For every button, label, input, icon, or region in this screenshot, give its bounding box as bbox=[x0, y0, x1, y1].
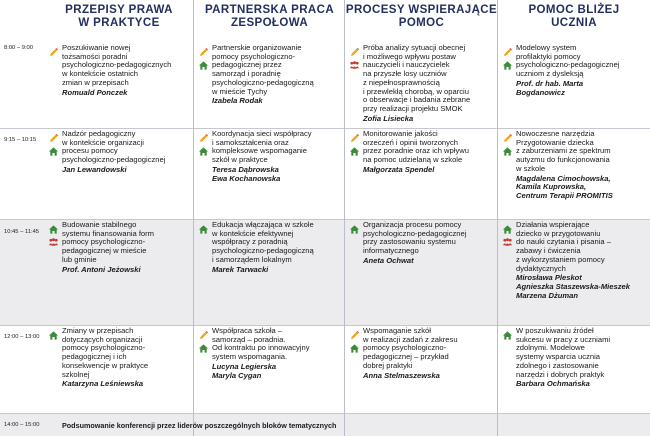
pencil-icon bbox=[502, 45, 513, 56]
session-speaker: Katarzyna Leśniewska bbox=[62, 379, 144, 389]
house-icon bbox=[48, 328, 59, 339]
house-icon bbox=[198, 222, 209, 233]
session-title: Budowanie stabilnego systemu finansowania form pomocy psychologiczno- pedagogicznej w mieście lub gminie bbox=[62, 220, 155, 264]
house-icon bbox=[349, 144, 360, 155]
session-speaker: Zofia Lisiecka bbox=[363, 113, 414, 123]
house-icon bbox=[349, 341, 360, 352]
people-icon bbox=[48, 235, 59, 246]
house-icon bbox=[198, 58, 209, 69]
session-title: Próba analizy sytuacji obecnej i możliwego wpływu postaw nauczycieli i nauczycielek na przyszłe losy uczniów z niepełnosprawnością i przewlekłą chorobą, w oparciu o obserwacje i badania zebrane przy realizacji projektu SMOK bbox=[363, 43, 471, 113]
pencil-icon bbox=[349, 45, 360, 56]
session-speaker: Aneta Ochwat bbox=[363, 255, 414, 265]
session-cell bbox=[62, 130, 190, 175]
house-icon bbox=[502, 58, 513, 69]
time-slot: 12:00 – 13:00 bbox=[4, 334, 40, 340]
session-cell bbox=[516, 327, 646, 389]
session-cell bbox=[62, 44, 190, 97]
session-cell bbox=[62, 221, 190, 274]
session-title: Poszukiwanie nowej tożsamości poradni psychologiczno-pedagogicznych w kontekście ostatnich zmian w przepisach bbox=[62, 43, 172, 87]
session-cell bbox=[212, 327, 341, 380]
session-speaker: Teresa Dąbrowska Ewa Kochanowska bbox=[212, 164, 281, 183]
house-icon bbox=[502, 328, 513, 339]
people-icon bbox=[502, 235, 513, 246]
house-icon bbox=[48, 144, 59, 155]
pencil-icon bbox=[502, 131, 513, 142]
time-slot: 8:00 – 9:00 bbox=[4, 45, 34, 51]
house-icon bbox=[349, 222, 360, 233]
session-speaker: Lucyna Legierska Maryla Cygan bbox=[212, 361, 277, 380]
pencil-icon bbox=[48, 45, 59, 56]
session-title: Zmiany w przepisach dotyczących organizacji pomocy psychologiczno- pedagogicznej i ich konsekwencje w praktyce szkolnej bbox=[62, 326, 149, 379]
pencil-icon bbox=[198, 131, 209, 142]
people-icon bbox=[349, 58, 360, 69]
session-cell bbox=[516, 221, 646, 300]
session-title: Działania wspierające dziecko w przygotowaniu do nauki czytania i pisania – zabawy i ćwiczenia z wykorzystaniem pomocy dydaktycznych bbox=[516, 220, 611, 273]
session-speaker: Anna Stelmaszewska bbox=[363, 370, 440, 380]
house-icon bbox=[48, 222, 59, 233]
house-icon bbox=[502, 222, 513, 233]
session-title: W poszukiwaniu źródeł sukcesu w pracy z uczniami zdolnymi. Modelowe systemy wsparcia ucznia zdolnego i zastosowanie narzędzi i dobrych praktyk bbox=[516, 326, 611, 379]
column-header: POMOC BLIŻEJ UCZNIA bbox=[528, 4, 620, 29]
session-title: Organizacja procesu pomocy psychologiczno-pedagogicznej przy zastosowaniu systemu informatycznego bbox=[363, 220, 467, 256]
house-icon bbox=[502, 144, 513, 155]
session-cell bbox=[363, 130, 494, 175]
session-title: Partnerskie organizowanie pomocy psychologiczno- pedagogicznej przez samorząd i poradnię psychologiczno-pedagogiczną w mieście Tychy bbox=[212, 43, 314, 96]
time-slot: 9:15 – 10:15 bbox=[4, 137, 37, 143]
session-cell bbox=[62, 327, 190, 389]
pencil-icon bbox=[48, 131, 59, 142]
session-speaker: Barbara Ochmańska bbox=[516, 379, 590, 389]
house-icon bbox=[198, 341, 209, 352]
column-divider bbox=[497, 0, 498, 436]
row-divider bbox=[0, 413, 650, 414]
pencil-icon bbox=[198, 328, 209, 339]
session-title: Koordynacja sieci współpracy i samokształcenia oraz kompleksowe wspomaganie szkół w praktyce bbox=[212, 129, 312, 165]
session-speaker: Prof. Antoni Jeżowski bbox=[62, 264, 141, 274]
session-cell bbox=[212, 221, 341, 274]
session-speaker: Magdalena Cimochowska, Kamila Kuprowska, Centrum Terapii PROMITIS bbox=[516, 173, 613, 200]
summary-text: Podsumowanie konferencji przez liderów poszczególnych bloków tematycznych bbox=[62, 421, 337, 430]
session-speaker: Marek Tarwacki bbox=[212, 264, 269, 274]
session-title: Współpraca szkoła – samorząd – poradnia. Od kontraktu po innowacyjny system wspomagania. bbox=[212, 326, 310, 362]
session-speaker: Izabela Rodak bbox=[212, 96, 263, 106]
session-speaker: Mirosława Pleskot Agnieszka Staszewska-Mieszek Marzena Dżuman bbox=[516, 273, 630, 300]
pencil-icon bbox=[349, 131, 360, 142]
session-speaker: Romuald Ponczek bbox=[62, 87, 128, 97]
session-cell bbox=[516, 44, 646, 97]
session-title: Wspomaganie szkół w realizacji zadań z zakresu pomocy psychologiczno- pedagogicznej – przykład dobrej praktyki bbox=[363, 326, 458, 370]
pencil-icon bbox=[198, 45, 209, 56]
session-cell bbox=[363, 327, 494, 380]
session-cell bbox=[516, 130, 646, 201]
session-title: Modelowy system profilaktyki pomocy psychologiczno-pedagogicznej uczniom z dysleksją bbox=[516, 43, 620, 79]
session-speaker: Prof. dr hab. Marta Bogdanowicz bbox=[516, 78, 584, 97]
time-slot: 14:00 – 15:00 bbox=[4, 422, 40, 428]
session-title: Nadzór pedagogiczny w kontekście organizacji procesu pomocy psychologiczno-pedagogicznej bbox=[62, 129, 166, 165]
column-divider bbox=[344, 0, 345, 436]
house-icon bbox=[198, 144, 209, 155]
column-header: PROCESY WSPIERAJĄCE POMOC bbox=[345, 4, 498, 29]
column-header: PARTNERSKA PRACA ZESPOŁOWA bbox=[204, 4, 335, 29]
session-title: Edukacja włączająca w szkole w kontekście efektywnej współpracy z poradnią psychologiczno-pedagogiczną i samorządem lokalnym bbox=[212, 220, 314, 264]
session-title: Nowoczesne narzędzia Przygotowanie dziecka z zaburzeniami ze spektrum autyzmu do funkcjonowania w szkole bbox=[516, 129, 611, 173]
session-title: Monitorowanie jakości orzeczeń i opinii tworzonych przez poradnie oraz ich wpływu na pomoc udzielaną w szkole bbox=[363, 129, 469, 165]
session-cell bbox=[212, 44, 341, 106]
session-speaker: Małgorzata Spendel bbox=[363, 164, 435, 174]
pencil-icon bbox=[349, 328, 360, 339]
session-cell bbox=[363, 221, 494, 266]
session-cell bbox=[363, 44, 494, 123]
session-speaker: Jan Lewandowski bbox=[62, 164, 127, 174]
column-header: PRZEPISY PRAWA W PRAKTYCE bbox=[65, 4, 173, 29]
session-cell bbox=[212, 130, 341, 183]
column-divider bbox=[193, 0, 194, 436]
time-slot: 10:45 – 11:45 bbox=[4, 229, 40, 235]
